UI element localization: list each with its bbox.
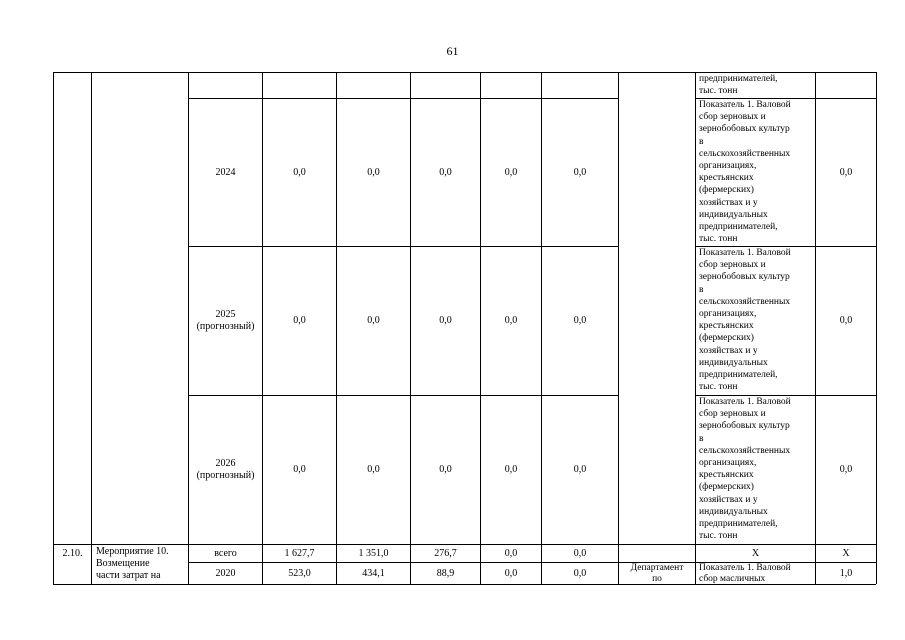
total-label: всего <box>214 547 237 559</box>
value-cell: 0,0 <box>573 464 587 475</box>
value-cell: 523,0 <box>288 567 311 579</box>
value-cell: 0,0 <box>439 166 452 178</box>
value-cell: 88,9 <box>436 567 455 579</box>
value-cell: 0,0 <box>504 464 518 475</box>
year-cell: 2026 (прогнозный) <box>196 458 255 481</box>
executor-cell: Департамент по <box>630 563 684 584</box>
value-cell: 0,0 <box>367 315 380 326</box>
year-cell: 2024 <box>215 166 236 178</box>
target-value: 0,0 <box>839 315 853 326</box>
page-number: 61 <box>446 44 459 58</box>
value-cell: 0,0 <box>573 547 587 559</box>
year-cell: 2020 <box>215 567 236 579</box>
value-cell: 276,7 <box>434 547 457 559</box>
value-cell: 0,0 <box>504 567 518 579</box>
value-cell: 0,0 <box>504 315 518 326</box>
value-cell: 0,0 <box>293 166 306 178</box>
value-cell: 434,1 <box>362 567 385 579</box>
value-cell: 0,0 <box>293 464 306 475</box>
indicator-text: Показатель 1. Валовой сбор масличных <box>699 563 791 584</box>
value-cell: 0,0 <box>439 315 452 326</box>
value-cell: 0,0 <box>293 315 306 326</box>
indicator-x: X <box>751 547 760 559</box>
value-cell: 0,0 <box>573 567 587 579</box>
year-cell: 2025 (прогнозный) <box>196 309 255 332</box>
measure-name: Мероприятие 10. Возмещение части затрат на <box>96 546 169 581</box>
measure-number: 2.10. <box>62 547 83 559</box>
target-value: 0,0 <box>839 464 853 475</box>
value-cell: 1 627,7 <box>284 547 315 559</box>
value-cell: 0,0 <box>504 166 518 178</box>
value-cell: 0,0 <box>573 166 587 178</box>
target-value: 0,0 <box>839 166 853 178</box>
indicator-text: Показатель 1. Валовой сбор зерновых и зернобобовых культур в сельскохозяйственных организациях, крестьянских (фермерских) хозяйствах и у индивидуальных предпринимателей, тыс. тонн <box>699 397 791 542</box>
value-cell: 0,0 <box>367 464 380 475</box>
value-cell: 0,0 <box>367 166 380 178</box>
indicator-text: Показатель 1. Валовой сбор зерновых и зернобобовых культур в сельскохозяйственных организациях, крестьянских (фермерских) хозяйствах и у индивидуальных предпринимателей, тыс. тонн <box>699 100 791 245</box>
value-cell: 1 351,0 <box>358 547 389 559</box>
value-cell: 0,0 <box>573 315 587 326</box>
indicator-text: предпринимателей, тыс. тонн <box>699 74 778 97</box>
target-x: X <box>842 547 850 559</box>
value-cell: 0,0 <box>439 464 452 475</box>
target-value: 1,0 <box>839 567 853 579</box>
indicator-text: Показатель 1. Валовой сбор зерновых и зернобобовых культур в сельскохозяйственных организациях, крестьянских (фермерских) хозяйствах и у индивидуальных предпринимателей, тыс. тонн <box>699 248 791 393</box>
value-cell: 0,0 <box>504 547 518 559</box>
